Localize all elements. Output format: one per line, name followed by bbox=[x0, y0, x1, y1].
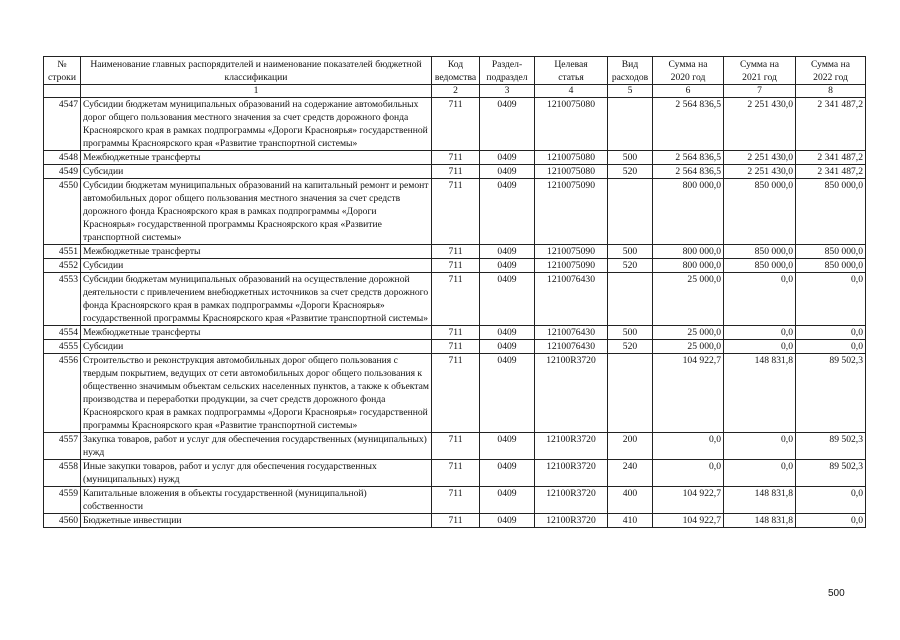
row-sum-2020: 0,0 bbox=[653, 460, 724, 487]
row-sum-2021: 0,0 bbox=[724, 460, 796, 487]
row-sum-2021: 0,0 bbox=[724, 340, 796, 354]
row-sum-2021: 2 251 430,0 bbox=[724, 165, 796, 179]
row-name: Межбюджетные трансферты bbox=[81, 326, 432, 340]
row-kind: 240 bbox=[608, 460, 653, 487]
row-article: 1210075080 bbox=[535, 165, 608, 179]
row-name: Субсидии бюджетам муниципальных образований на капитальный ремонт и ремонт автомобильных дорог общего пользования местного значения за счет средств дорожного фонда Красноярского края в рамках подпрограммы «Дороги Красноярья» государственной программы Красноярского края «Развитие транспортной системы» bbox=[81, 179, 432, 245]
row-sum-2020: 25 000,0 bbox=[653, 273, 724, 326]
column-number: 4 bbox=[535, 85, 608, 98]
row-name: Межбюджетные трансферты bbox=[81, 151, 432, 165]
row-name: Строительство и реконструкция автомобильных дорог общего пользования с твердым покрытием, ведущих от сети автомобильных дорог общего пользования к общественно значимым объектам сельских населенных пунктов, а также к объектам производства и переработки продукции, за счет средств дорожного фонда Красноярского края в рамках подпрограммы «Дороги Красноярья» государственной программы Красноярского края «Развитие транспортной системы» bbox=[81, 354, 432, 433]
row-section: 0409 bbox=[480, 151, 535, 165]
row-article: 1210075080 bbox=[535, 98, 608, 151]
header-article: Целевая статья bbox=[535, 57, 608, 85]
row-dept-code: 711 bbox=[432, 179, 480, 245]
row-name: Субсидии bbox=[81, 340, 432, 354]
header-sum-2021: Сумма на 2021 год bbox=[724, 57, 796, 85]
row-article: 1210076430 bbox=[535, 273, 608, 326]
row-name: Иные закупки товаров, работ и услуг для обеспечения государственных (муниципальных) нужд bbox=[81, 460, 432, 487]
row-sum-2020: 0,0 bbox=[653, 433, 724, 460]
row-dept-code: 711 bbox=[432, 326, 480, 340]
row-number: 4555 bbox=[44, 340, 81, 354]
row-sum-2020: 800 000,0 bbox=[653, 179, 724, 245]
row-article: 12100R3720 bbox=[535, 433, 608, 460]
row-dept-code: 711 bbox=[432, 259, 480, 273]
row-number: 4550 bbox=[44, 179, 81, 245]
row-dept-code: 711 bbox=[432, 151, 480, 165]
row-name: Субсидии бюджетам муниципальных образований на содержание автомобильных дорог общего пользования местного значения за счет средств дорожного фонда Красноярского края в рамках подпрограммы «Дороги Красноярья» государственной программы Красноярского края «Развитие транспортной системы» bbox=[81, 98, 432, 151]
table-row bbox=[44, 273, 866, 326]
header-sum-2020: Сумма на 2020 год bbox=[653, 57, 724, 85]
row-number: 4548 bbox=[44, 151, 81, 165]
row-sum-2021: 0,0 bbox=[724, 273, 796, 326]
row-name: Субсидии bbox=[81, 259, 432, 273]
row-sum-2022: 850 000,0 bbox=[796, 179, 866, 245]
page-number: 500 bbox=[828, 588, 845, 599]
row-sum-2022: 0,0 bbox=[796, 487, 866, 514]
row-section: 0409 bbox=[480, 514, 535, 528]
row-article: 1210076430 bbox=[535, 340, 608, 354]
row-sum-2021: 850 000,0 bbox=[724, 179, 796, 245]
table-row bbox=[44, 354, 866, 433]
header-kind: Вид расходов bbox=[608, 57, 653, 85]
row-kind: 520 bbox=[608, 340, 653, 354]
column-number: 3 bbox=[480, 85, 535, 98]
row-number: 4547 bbox=[44, 98, 81, 151]
header-name: Наименование главных распорядителей и наименование показателей бюджетной классификации bbox=[81, 57, 432, 85]
table-row bbox=[44, 245, 866, 259]
row-sum-2021: 850 000,0 bbox=[724, 259, 796, 273]
row-kind bbox=[608, 179, 653, 245]
row-number: 4558 bbox=[44, 460, 81, 487]
row-sum-2020: 104 922,7 bbox=[653, 487, 724, 514]
table-row bbox=[44, 326, 866, 340]
row-article: 12100R3720 bbox=[535, 354, 608, 433]
row-sum-2021: 2 251 430,0 bbox=[724, 151, 796, 165]
table-row bbox=[44, 179, 866, 245]
row-sum-2020: 800 000,0 bbox=[653, 245, 724, 259]
column-number: 7 bbox=[724, 85, 796, 98]
row-sum-2022: 89 502,3 bbox=[796, 460, 866, 487]
row-article: 12100R3720 bbox=[535, 514, 608, 528]
row-name: Субсидии бюджетам муниципальных образований на осуществление дорожной деятельности с привлечением внебюджетных источников за счет средств дорожного фонда Красноярского края в рамках подпрограммы «Дороги Красноярья» государственной программы Красноярского края «Развитие транспортной системы» bbox=[81, 273, 432, 326]
row-number: 4560 bbox=[44, 514, 81, 528]
row-number: 4556 bbox=[44, 354, 81, 433]
row-dept-code: 711 bbox=[432, 98, 480, 151]
row-article: 1210075090 bbox=[535, 245, 608, 259]
row-sum-2021: 0,0 bbox=[724, 326, 796, 340]
row-article: 12100R3720 bbox=[535, 460, 608, 487]
row-section: 0409 bbox=[480, 340, 535, 354]
row-number: 4553 bbox=[44, 273, 81, 326]
row-kind: 500 bbox=[608, 245, 653, 259]
column-number: 1 bbox=[81, 85, 432, 98]
column-number: 8 bbox=[796, 85, 866, 98]
row-name: Субсидии bbox=[81, 165, 432, 179]
row-dept-code: 711 bbox=[432, 487, 480, 514]
row-sum-2022: 2 341 487,2 bbox=[796, 151, 866, 165]
column-number: 5 bbox=[608, 85, 653, 98]
row-dept-code: 711 bbox=[432, 340, 480, 354]
row-section: 0409 bbox=[480, 460, 535, 487]
header-section: Раздел- подраздел bbox=[480, 57, 535, 85]
row-sum-2022: 0,0 bbox=[796, 326, 866, 340]
row-sum-2021: 2 251 430,0 bbox=[724, 98, 796, 151]
row-section: 0409 bbox=[480, 179, 535, 245]
row-sum-2022: 0,0 bbox=[796, 340, 866, 354]
row-sum-2022: 0,0 bbox=[796, 514, 866, 528]
row-kind: 200 bbox=[608, 433, 653, 460]
row-sum-2022: 850 000,0 bbox=[796, 259, 866, 273]
row-sum-2021: 148 831,8 bbox=[724, 354, 796, 433]
row-kind bbox=[608, 273, 653, 326]
row-sum-2020: 104 922,7 bbox=[653, 514, 724, 528]
row-sum-2020: 800 000,0 bbox=[653, 259, 724, 273]
row-dept-code: 711 bbox=[432, 514, 480, 528]
row-section: 0409 bbox=[480, 354, 535, 433]
row-sum-2020: 25 000,0 bbox=[653, 340, 724, 354]
row-section: 0409 bbox=[480, 245, 535, 259]
row-article: 1210075090 bbox=[535, 259, 608, 273]
row-number: 4552 bbox=[44, 259, 81, 273]
table-row bbox=[44, 98, 866, 151]
row-kind: 400 bbox=[608, 487, 653, 514]
table-row bbox=[44, 151, 866, 165]
row-sum-2021: 148 831,8 bbox=[724, 514, 796, 528]
row-dept-code: 711 bbox=[432, 245, 480, 259]
row-dept-code: 711 bbox=[432, 354, 480, 433]
row-sum-2020: 104 922,7 bbox=[653, 354, 724, 433]
row-section: 0409 bbox=[480, 259, 535, 273]
row-sum-2020: 2 564 836,5 bbox=[653, 151, 724, 165]
table-row bbox=[44, 433, 866, 460]
row-article: 1210076430 bbox=[535, 326, 608, 340]
row-kind: 520 bbox=[608, 259, 653, 273]
row-name: Закупка товаров, работ и услуг для обеспечения государственных (муниципальных) нужд bbox=[81, 433, 432, 460]
row-article: 12100R3720 bbox=[535, 487, 608, 514]
row-sum-2022: 89 502,3 bbox=[796, 433, 866, 460]
row-kind: 500 bbox=[608, 151, 653, 165]
column-number: 2 bbox=[432, 85, 480, 98]
column-number: 6 bbox=[653, 85, 724, 98]
row-number: 4559 bbox=[44, 487, 81, 514]
table-row bbox=[44, 340, 866, 354]
row-sum-2022: 850 000,0 bbox=[796, 245, 866, 259]
header-sum-2022: Сумма на 2022 год bbox=[796, 57, 866, 85]
row-section: 0409 bbox=[480, 487, 535, 514]
column-number bbox=[44, 85, 81, 98]
row-number: 4551 bbox=[44, 245, 81, 259]
row-number: 4554 bbox=[44, 326, 81, 340]
row-sum-2021: 850 000,0 bbox=[724, 245, 796, 259]
header-row-no: № строки bbox=[44, 57, 81, 85]
row-kind: 520 bbox=[608, 165, 653, 179]
table-row bbox=[44, 165, 866, 179]
row-section: 0409 bbox=[480, 165, 535, 179]
row-sum-2022: 89 502,3 bbox=[796, 354, 866, 433]
row-kind bbox=[608, 98, 653, 151]
row-section: 0409 bbox=[480, 433, 535, 460]
table-body bbox=[44, 98, 866, 528]
row-sum-2021: 148 831,8 bbox=[724, 487, 796, 514]
row-name: Капитальные вложения в объекты государственной (муниципальной) собственности bbox=[81, 487, 432, 514]
row-sum-2021: 0,0 bbox=[724, 433, 796, 460]
column-number-row bbox=[44, 85, 866, 98]
row-sum-2022: 2 341 487,2 bbox=[796, 165, 866, 179]
row-article: 1210075080 bbox=[535, 151, 608, 165]
table-row bbox=[44, 460, 866, 487]
row-name: Межбюджетные трансферты bbox=[81, 245, 432, 259]
row-section: 0409 bbox=[480, 326, 535, 340]
row-name: Бюджетные инвестиции bbox=[81, 514, 432, 528]
row-kind: 410 bbox=[608, 514, 653, 528]
row-dept-code: 711 bbox=[432, 433, 480, 460]
row-kind: 500 bbox=[608, 326, 653, 340]
row-number: 4557 bbox=[44, 433, 81, 460]
header-dept: Код ведомства bbox=[432, 57, 480, 85]
row-article: 1210075090 bbox=[535, 179, 608, 245]
row-number: 4549 bbox=[44, 165, 81, 179]
budget-table bbox=[43, 56, 866, 528]
row-sum-2022: 2 341 487,2 bbox=[796, 98, 866, 151]
table-row bbox=[44, 259, 866, 273]
row-dept-code: 711 bbox=[432, 273, 480, 326]
row-dept-code: 711 bbox=[432, 165, 480, 179]
row-dept-code: 711 bbox=[432, 460, 480, 487]
table-row bbox=[44, 487, 866, 514]
row-section: 0409 bbox=[480, 98, 535, 151]
row-sum-2020: 2 564 836,5 bbox=[653, 165, 724, 179]
row-sum-2020: 25 000,0 bbox=[653, 326, 724, 340]
row-kind bbox=[608, 354, 653, 433]
row-sum-2020: 2 564 836,5 bbox=[653, 98, 724, 151]
row-section: 0409 bbox=[480, 273, 535, 326]
header-row bbox=[44, 57, 866, 85]
row-sum-2022: 0,0 bbox=[796, 273, 866, 326]
table-row bbox=[44, 514, 866, 528]
